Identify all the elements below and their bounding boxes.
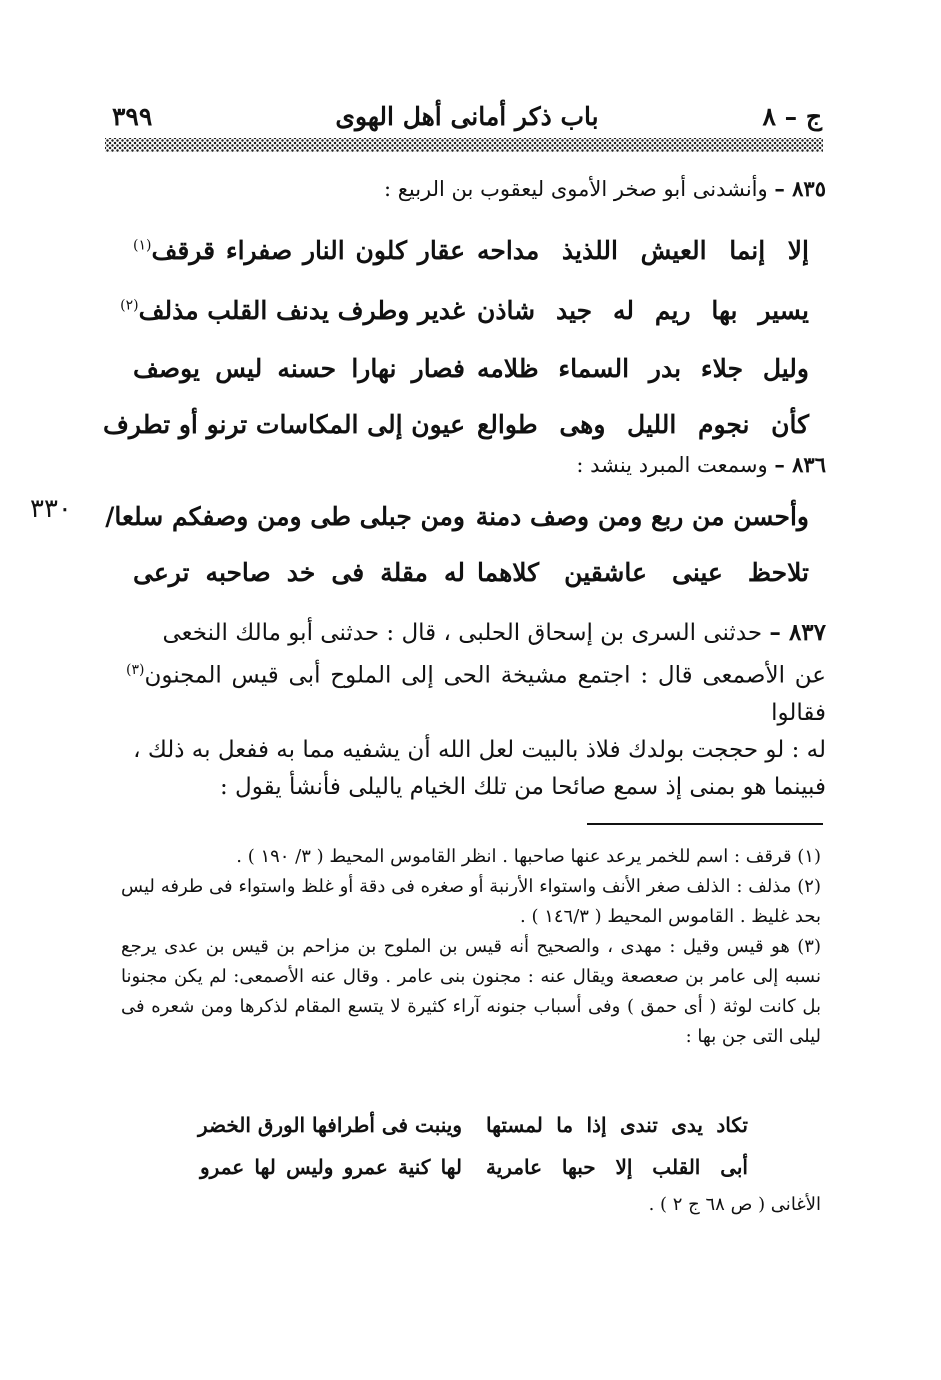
verse-line	[105, 494, 809, 538]
entry-837-paragraph	[126, 614, 826, 806]
footnote-source: الأغانى ( ص ٦٨ ج ٢ ) .	[648, 1194, 821, 1215]
hemistich-text: غدير وطرف يدنف القلب مذلف	[138, 295, 465, 325]
verse-first-hemistich: تكاد يدى تندى إذا ما لمستها	[486, 1113, 748, 1137]
footnote-marker: (٢)	[120, 297, 139, 314]
prose-line	[126, 652, 826, 732]
verse-line	[102, 402, 809, 446]
verse-second-hemistich: له مقلة فى خد صاحبه ترعى	[133, 557, 465, 587]
footnote-3: (٣) هو قيس وقيل : مهدى ، والصحيح أنه قيس بن الملوح بن مزاحم بن قيس بن عدى يرجع نسبه إلى عامر بن صعصعة ويقال عنه : مجنون بنى عامر . وقال عنه الأصمعى: لم يكن مجنونا بل كانت لوثة ( أى حمق ) وفى أسباب جنونه آراء كثيرة لا يتسع المقام لذكرها ومن شعره فى ليلى التى جن بها :	[121, 936, 821, 1047]
verse-second-hemistich	[120, 295, 465, 325]
prose-text: حدثنى السرى بن إسحاق الحلبى ، قال : حدثنى أبو مالك النخعى	[162, 620, 763, 646]
verse-second-hemistich: فصار نهارا حسنه ليس يوصف	[133, 353, 465, 383]
footnote-verse-line	[197, 1108, 748, 1142]
chapter-title: باب ذكر أمانى أهل الهوى	[335, 101, 599, 131]
footnote-1: (١) قرقف : اسم للخمر يرعد عنها صاحبها . انظر القاموس المحيط ( ٣/ ١٩٠ ) .	[236, 846, 821, 867]
verse-first-hemistich: وأحسن من ربع ومن وصف دمنة	[475, 501, 809, 531]
entry-number: ٨٣٥ –	[774, 176, 826, 201]
volume-label: ج – ٨	[762, 101, 822, 131]
page-number: ٣٩٩	[112, 101, 153, 131]
footnote-2: (٢) مذلف : الذلف صغر الأنف واستواء الأرنبة أو صغره فى دقة أو غلظ واستواء فى طرفه ليس بحد غليظ . القاموس المحيط ( ١٤٦/٣ ) .	[121, 876, 821, 927]
verse-second-hemistich: ومن جبلى طى ومن وصفكم سلعا/	[105, 501, 465, 531]
prose-text: فقالوا	[771, 699, 826, 726]
verse-line	[133, 228, 809, 272]
entry-836-intro	[576, 452, 826, 477]
prose-line	[126, 614, 826, 652]
verse-line	[120, 288, 809, 332]
verse-first-hemistich: وليل جلاء بدر السماء ظلامه	[477, 353, 809, 383]
footnote-divider	[587, 823, 823, 825]
verse-line	[133, 346, 809, 390]
entry-text: وسمعت المبرد ينشد :	[576, 453, 768, 477]
verse-second-hemistich: وينبت فى أطرافها الورق الخضر	[197, 1113, 462, 1137]
footnotes-block	[121, 842, 821, 1052]
verse-first-hemistich: تلاحظ عينى عاشقين كلاهما	[477, 557, 809, 587]
prose-text: عن الأصمعى قال : اجتمع مشيخة الحى إلى الملوح أبى قيس المجنون	[144, 662, 826, 689]
header-divider	[105, 138, 823, 152]
running-header	[112, 96, 822, 136]
footnote-marker: (١)	[133, 237, 152, 254]
entry-835-intro	[384, 176, 826, 201]
hemistich-text: عقار كلون النار صفراء قرقف	[151, 235, 465, 265]
verse-second-hemistich: لها كنية عمرو وليس لها عمرو	[200, 1155, 462, 1179]
verse-second-hemistich	[133, 236, 465, 265]
prose-line: فبينما هو بمنى إذ سمع صائحا من تلك الخيام ياليلى فأنشأ يقول :	[219, 773, 826, 800]
footnote-verse-line	[200, 1150, 748, 1184]
verse-first-hemistich: أبى القلب إلا حبها عامرية	[486, 1155, 748, 1179]
verse-second-hemistich: عيون إلى المكاسات ترنو أو تطرف	[102, 409, 465, 439]
footnote-marker: (٣)	[126, 662, 145, 678]
entry-text: وأنشدنى أبو صخر الأموى ليعقوب بن الربيع :	[383, 177, 768, 201]
prose-line: له : لو حججت بولدك فلاذ بالبيت لعل الله أن يشفيه مما به ففعل به ذلك ،	[133, 736, 826, 763]
verse-line	[133, 550, 809, 594]
entry-number: ٨٣٦ –	[774, 452, 826, 477]
entry-number: ٨٣٧ –	[769, 619, 826, 646]
manuscript-margin-number: ٣٣٠	[30, 494, 72, 524]
verse-first-hemistich: يسير بها ريم له جيد شاذن	[477, 295, 809, 325]
verse-first-hemistich: إلا إنما العيش اللذيذ مداحه	[477, 235, 809, 265]
verse-first-hemistich: كأن نجوم الليل وهى طوالع	[477, 409, 809, 439]
